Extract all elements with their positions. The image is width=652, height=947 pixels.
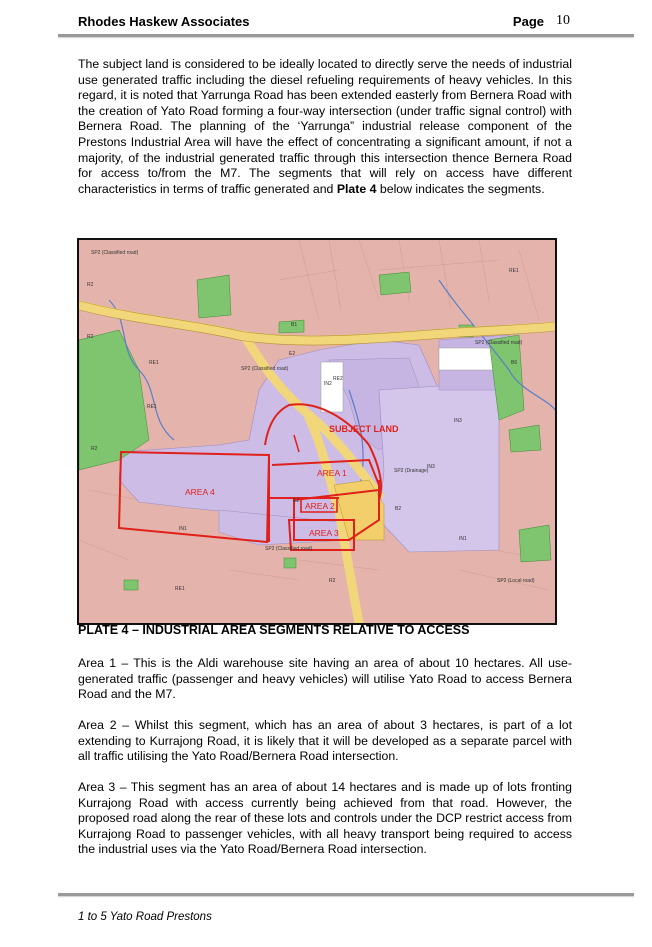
- area-1-paragraph: Area 1 – This is the Aldi warehouse site having an area of about 10 hectares. All use-generated traffic (passenger and heavy vehicles) will utilise Yato Road to access Bernera Road and the M7.: [78, 656, 572, 702]
- zone-label: R2: [329, 578, 336, 584]
- zone-label: RE1: [149, 360, 159, 366]
- zone-label: RE1: [509, 268, 519, 274]
- plate-reference: Plate 4: [336, 181, 377, 196]
- zone-label: SP2 (Classified road): [265, 546, 313, 552]
- header-rule: [58, 34, 634, 37]
- area-3-label: AREA 3: [309, 528, 339, 538]
- zone-label: IN1: [459, 536, 467, 542]
- zone-label: E2: [293, 498, 300, 504]
- zone-label: IN1: [179, 526, 187, 532]
- footer-rule: [58, 893, 634, 896]
- zone-label: R2: [87, 334, 94, 340]
- area-1-label: AREA 1: [317, 468, 347, 478]
- zone-label: RE1: [147, 404, 157, 410]
- zone-label: RE1: [175, 586, 185, 592]
- zone-label: SP2 (Drainage): [394, 468, 429, 474]
- zone-label: IN2: [324, 381, 332, 387]
- area-2-paragraph: Area 2 – Whilst this segment, which has an area of about 3 hectares, is part of a lot extending to Kurrajong Road, it is likely that it will be developed as a separate parcel with all traffic utilising the Yato Road/Bernera Road intersection.: [78, 718, 572, 764]
- area-3-paragraph: Area 3 – This segment has an area of about 14 hectares and is made up of lots fronting Kurrajong Road with access currently being achieved from that road. However, the proposed road along the rear of these lots and controls under the DCP restrict access from Kurrajong Road to passenger vehicles, with all heavy transport being required to access the industrial uses via the Yato Road/Bernera Road intersection.: [78, 780, 572, 857]
- zone-label: E2: [289, 351, 296, 357]
- page-footer: 1 to 5 Yato Road Prestons: [78, 911, 212, 923]
- zone-label: B6: [511, 360, 518, 366]
- zone-label: R2: [87, 282, 94, 288]
- zone-label: SP2 (Classified road): [91, 250, 139, 256]
- plate-caption: PLATE 4 – INDUSTRIAL AREA SEGMENTS RELATIVE TO ACCESS: [78, 623, 470, 637]
- page-label: Page: [512, 14, 544, 29]
- intro-text-b: below indicates the segments.: [376, 181, 545, 196]
- subject-land-label: SUBJECT LAND: [329, 424, 399, 434]
- area-2-label: AREA 2: [305, 501, 335, 511]
- zone-label: R2: [91, 446, 98, 452]
- zone-label: SP2 (Classified road): [241, 366, 289, 372]
- page-number: 10: [556, 13, 570, 28]
- zoning-map-svg: [79, 240, 555, 623]
- page-header: [78, 12, 574, 32]
- zone-label: SP2 (Classified road): [475, 340, 523, 346]
- intro-text-a: The subject land is considered to be ideally located to directly serve the needs of industrial use generated traffic including the diesel refueling requirements of heavy vehicles. In this regard, it is noted that Yarrunga Road has been extended easterly from Bernera Road with the creation of Yato Road forming a four-way intersection (under traffic signal control) with Bernera Road. The planning of the ‘Yarrunga” industrial release component of the Prestons Industrial Area will have the effect of concentrating a significant amount, if not a majority, of the industrial generated traffic through this intersection thence Bernera Road for access to/from the M7. The segments that will rely on access have different characteristics in terms of traffic generated and: [78, 57, 572, 196]
- zone-label: B2: [395, 506, 402, 512]
- zone-label: SP2 (Local road): [497, 578, 535, 584]
- area-4-label: AREA 4: [185, 487, 215, 497]
- zone-label: IN3: [454, 418, 462, 424]
- zoning-map: [77, 238, 557, 625]
- intro-paragraph: [78, 57, 572, 197]
- zone-label: B1: [291, 322, 298, 328]
- company-name: Rhodes Haskew Associates: [78, 14, 250, 29]
- zone-label: RE2: [333, 376, 343, 382]
- zone-label: IN3: [427, 464, 435, 470]
